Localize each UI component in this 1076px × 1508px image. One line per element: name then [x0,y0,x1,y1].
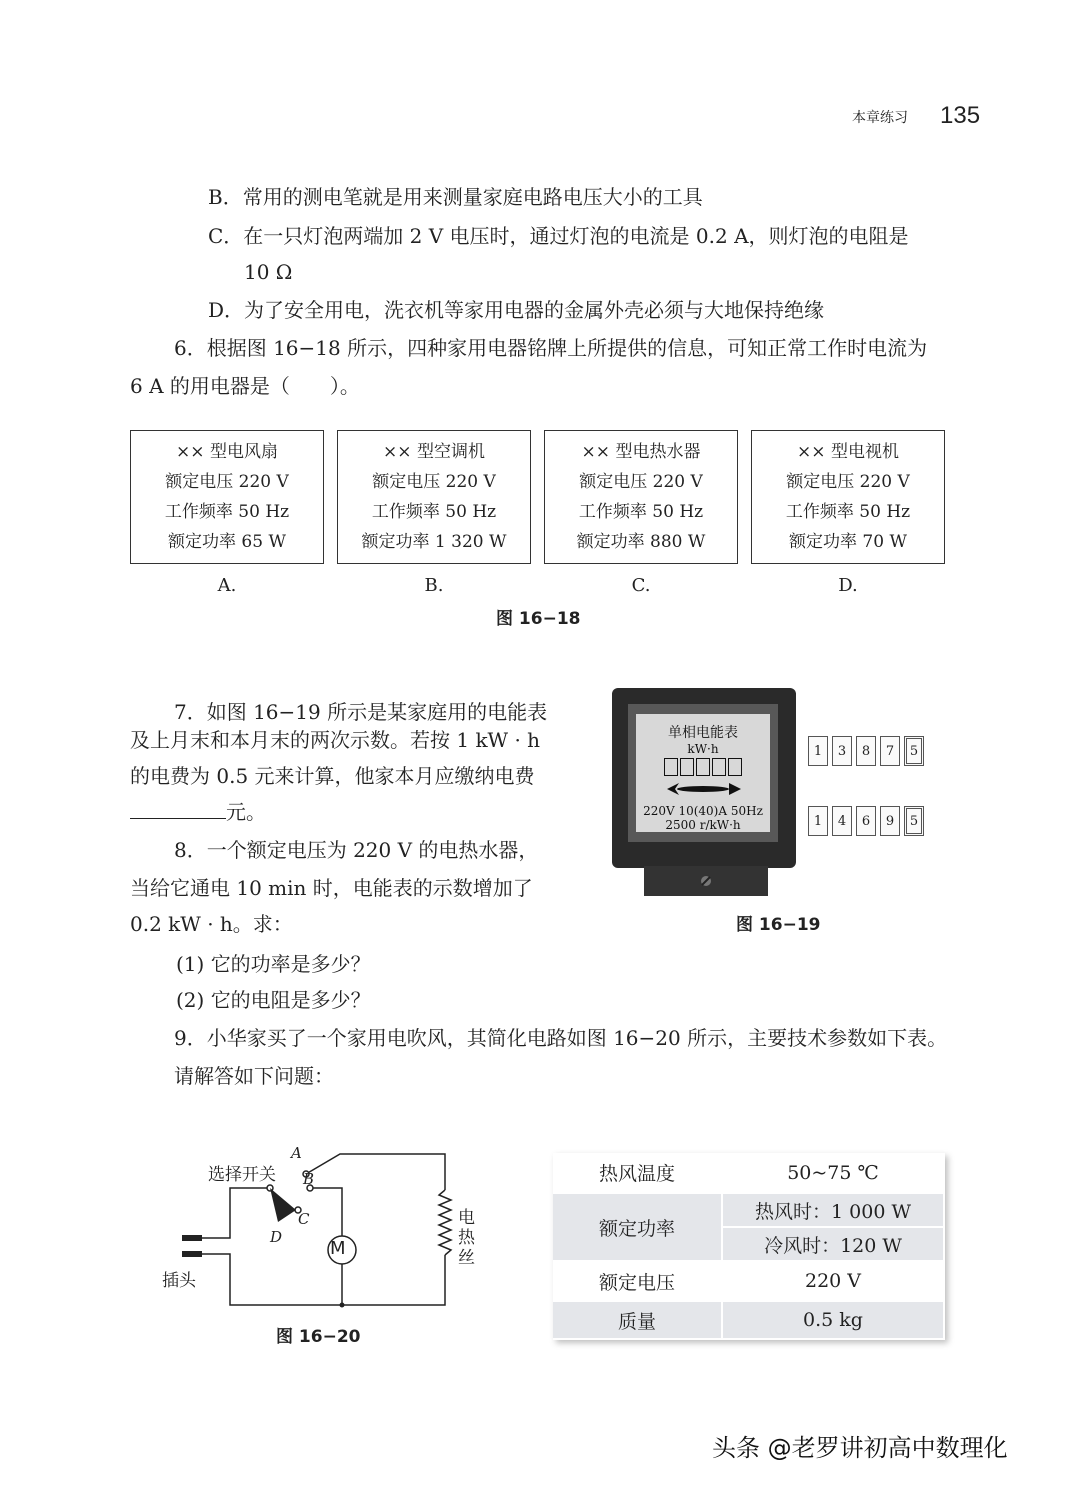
spec-value: 0.5 kg [722,1301,944,1339]
nameplate-title: ×× 型电热水器 [581,442,701,462]
rotor-arrow-icon [663,780,743,798]
spec-value: 220 V [722,1261,944,1301]
nameplate-water-heater [544,430,738,564]
q5-option-b: B．常用的测电笔就是用来测量家庭电路电压大小的工具 [208,185,703,209]
q6-line2: 6 A 的用电器是（ ）。 [130,374,360,398]
option-label-c: C. [631,575,651,596]
electric-meter [612,688,796,868]
q7-line3: 的电费为 0.5 元来计算，他家本月应缴纳电费 [130,764,535,788]
digit: 8 [856,736,876,766]
nameplate-voltage: 额定电压 220 V [579,472,703,492]
answer-blank [130,800,226,819]
hair-dryer-spec-table [553,1153,945,1340]
terminal-a-label: A [291,1144,302,1162]
nameplate-voltage: 额定电压 220 V [372,472,496,492]
meter-constant: 2500 r/kW·h [665,818,741,832]
nameplate-power: 额定功率 65 W [168,532,286,552]
meter-unit: kW·h [687,742,719,756]
digit: 1 [808,736,828,766]
nameplate-power: 额定功率 1 320 W [361,532,507,552]
figure-caption-16-20: 图 16−20 [276,1327,361,1347]
q8-sub1: (1) 它的功率是多少？ [176,952,371,976]
nameplate-frequency: 工作频率 50 Hz [578,502,704,522]
meter-rating: 220V 10(40)A 50Hz [643,804,763,818]
heater-label: 电热丝 [458,1208,475,1268]
terminal-screw-icon [644,866,768,896]
q7-line1: 7．如图 16−19 所示是某家庭用的电能表 [174,700,548,724]
spec-value: 50~75 ℃ [722,1153,944,1193]
nameplate-fan [130,430,324,564]
terminal-c-label: C [298,1210,310,1228]
q8-line2: 当给它通电 10 min 时，电能表的示数增加了 [130,876,533,900]
watermark: 头条 @老罗讲初高中数理化 [712,1434,1008,1462]
nameplate-air-conditioner [337,430,531,564]
digit: 6 [856,806,876,836]
spec-label: 额定功率 [553,1193,722,1261]
reading-this-month [808,806,924,836]
spec-label: 热风温度 [553,1153,722,1193]
nameplate-voltage: 额定电压 220 V [786,472,910,492]
reading-last-month [808,736,924,766]
digit: 3 [832,736,852,766]
meter-base [644,866,768,896]
meter-title: 单相电能表 [668,725,738,741]
nameplate-tv [751,430,945,564]
spec-label: 质量 [553,1301,722,1339]
nameplate-power: 额定功率 70 W [789,532,907,552]
page-number: 135 [940,102,981,129]
nameplate-voltage: 额定电压 220 V [165,472,289,492]
q8-line1: 8．一个额定电压为 220 V 的电热水器， [174,838,539,862]
nameplate-title: ×× 型电视机 [797,442,899,462]
option-label-b: B. [424,575,444,596]
figure-caption-16-18: 图 16−18 [496,609,581,629]
digit-decimal: 5 [904,736,924,766]
option-label-a: A. [217,575,237,596]
digit: 1 [808,806,828,836]
q9-line2: 请解答如下问题： [174,1064,334,1088]
spec-value: 冷风时：120 W [722,1227,944,1261]
spec-label: 额定电压 [553,1261,722,1301]
switch-label: 选择开关 [208,1165,276,1185]
meter-counter [636,758,770,776]
nameplate-frequency: 工作频率 50 Hz [371,502,497,522]
q6-line1: 6．根据图 16−18 所示，四种家用电器铭牌上所提供的信息，可知正常工作时电流为 [174,336,928,360]
spec-value: 热风时：1 000 W [722,1193,944,1227]
nameplate-frequency: 工作频率 50 Hz [785,502,911,522]
digit: 7 [880,736,900,766]
terminal-d-label: D [270,1228,283,1246]
meter-face [636,714,770,832]
nameplate-power: 额定功率 880 W [576,532,706,552]
q7-line4 [130,800,266,824]
q9-line1: 9．小华家买了一个家用电吹风，其简化电路如图 16−20 所示，主要技术参数如下表。 [174,1026,948,1050]
q7-line2: 及上月末和本月末的两次示数。若按 1 kW · h [130,728,541,752]
figure-caption-16-19: 图 16−19 [736,915,821,935]
q7-suffix: 元。 [226,800,266,824]
digit: 9 [880,806,900,836]
q5-option-d: D．为了安全用电，洗衣机等家用电器的金属外壳必须与大地保持绝缘 [208,298,825,322]
nameplate-title: ×× 型电风扇 [176,442,278,462]
q5-option-c-line1: C．在一只灯泡两端加 2 V 电压时，通过灯泡的电流是 0.2 A，则灯泡的电阻是 [208,224,909,248]
motor-label: M [330,1238,346,1259]
nameplate-title: ×× 型空调机 [383,442,485,462]
terminal-b-label: B [303,1170,315,1188]
digit: 4 [832,806,852,836]
q5-option-c-line2: 10 Ω [244,260,293,284]
nameplate-frequency: 工作频率 50 Hz [164,502,290,522]
plug-label: 插头 [162,1271,196,1291]
q8-sub2: (2) 它的电阻是多少？ [176,988,371,1012]
chapter-label: 本章练习 [852,110,908,126]
digit-decimal: 5 [904,806,924,836]
option-label-d: D. [838,575,858,596]
q8-line3: 0.2 kW · h。求： [130,912,293,936]
